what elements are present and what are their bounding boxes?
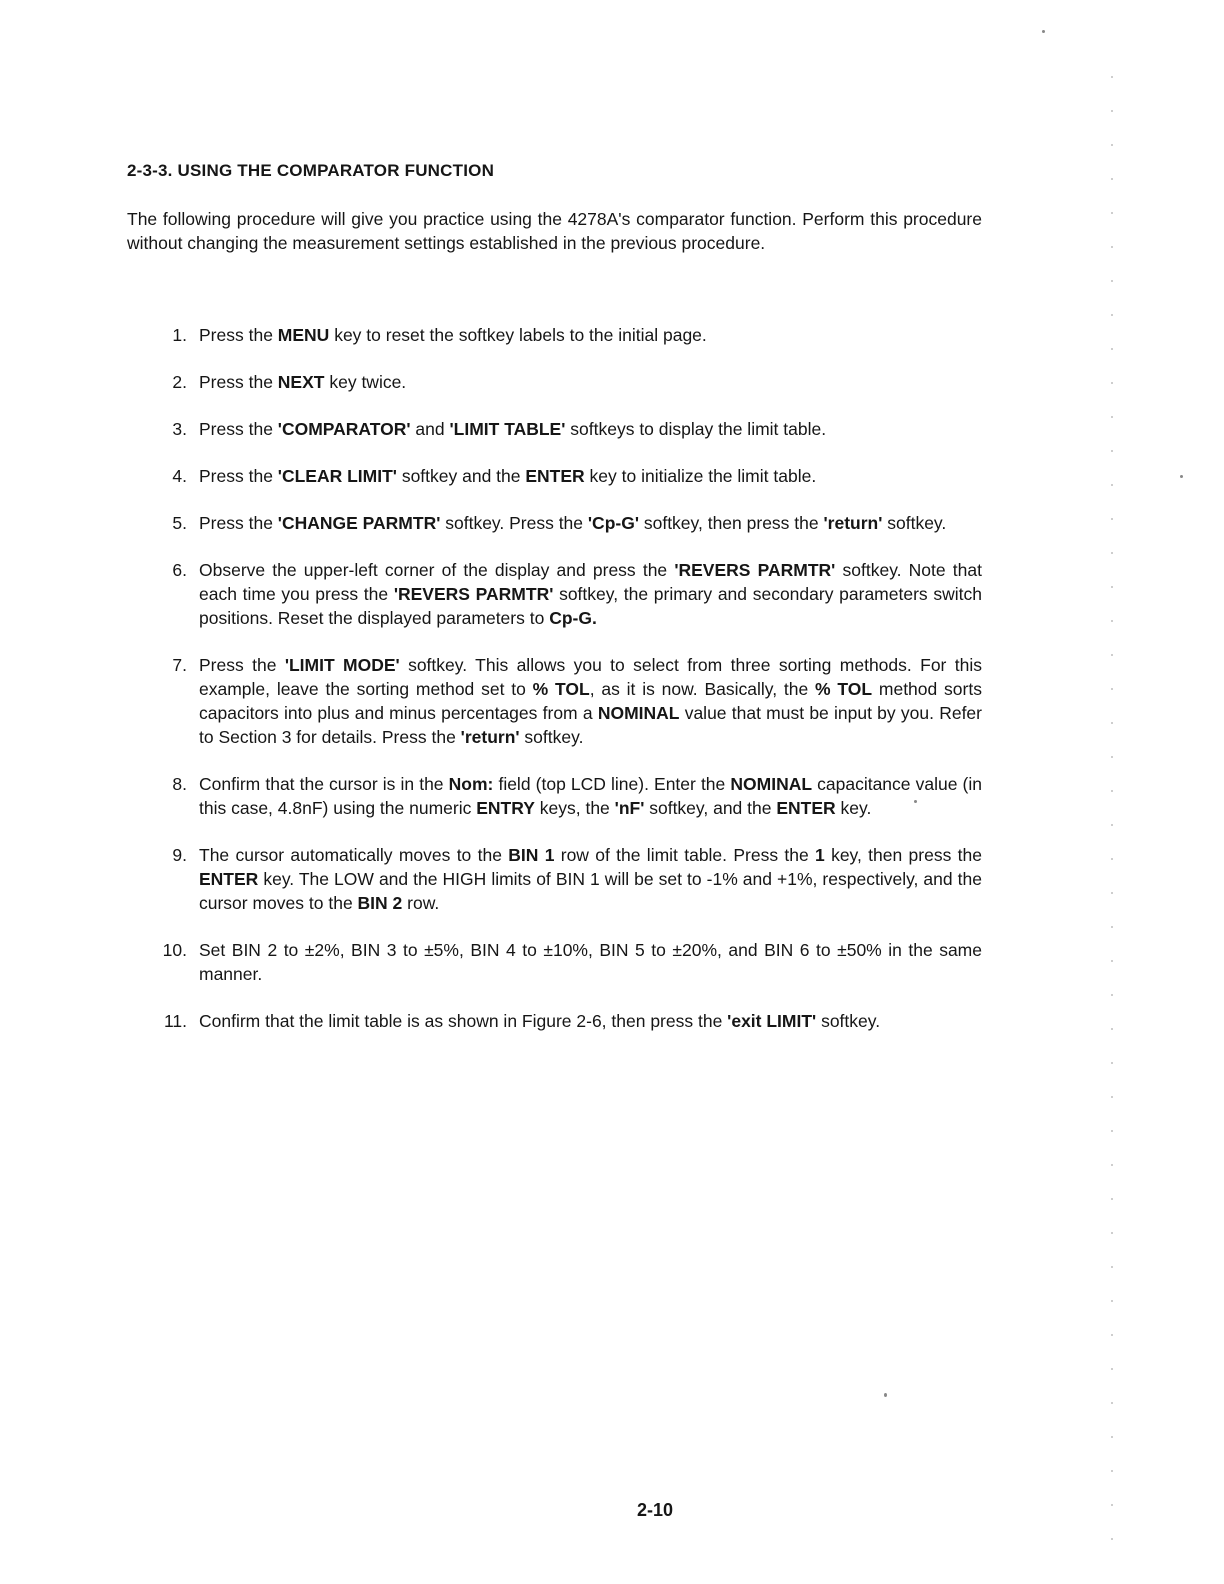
step-text-run: key, then press the bbox=[824, 845, 982, 865]
procedure-step bbox=[127, 653, 982, 749]
step-number: 4. bbox=[172, 466, 187, 486]
step-bold-term: 'LIMIT TABLE' bbox=[449, 419, 566, 439]
step-text-run: softkey. This allows you to select from three sorting methods. For this example, leave the sorting method set to bbox=[199, 655, 982, 699]
step-bold-term: NEXT bbox=[277, 372, 325, 392]
step-text bbox=[199, 466, 816, 486]
step-number: 6. bbox=[172, 560, 187, 580]
step-bold-term: ENTER bbox=[525, 466, 585, 486]
step-text-run: and bbox=[410, 419, 450, 439]
step-text-run: Press the bbox=[199, 372, 278, 392]
step-bold-term: 'return' bbox=[823, 513, 883, 533]
step-bold-term: % TOL bbox=[532, 679, 590, 699]
step-text-run: softkey. bbox=[519, 727, 584, 747]
step-bold-term: BIN 2 bbox=[357, 893, 403, 913]
step-text-run: Press the bbox=[199, 325, 278, 345]
step-number: 10. bbox=[162, 940, 187, 960]
step-text-run: key. bbox=[835, 798, 872, 818]
step-text-run: softkeys to display the limit table. bbox=[565, 419, 827, 439]
step-bold-term: 'REVERS PARMTR' bbox=[393, 584, 554, 604]
step-bold-term: 'return' bbox=[460, 727, 520, 747]
step-bold-term: % TOL bbox=[815, 679, 873, 699]
step-text bbox=[199, 325, 707, 345]
step-text-run: Press the bbox=[199, 466, 278, 486]
step-bold-term: MENU bbox=[277, 325, 330, 345]
scan-speck bbox=[884, 1393, 887, 1397]
step-bold-term: 'CLEAR LIMIT' bbox=[277, 466, 397, 486]
step-text bbox=[199, 560, 982, 628]
step-text-run: softkey, the primary and secondary parameters switch positions. Reset the displayed parameters to bbox=[199, 584, 982, 628]
step-text bbox=[199, 419, 826, 439]
step-text-run: value that must be input by you. Refer to Section 3 for details. Press the bbox=[199, 703, 982, 747]
intro-paragraph: The following procedure will give you practice using the 4278A's comparator function. Perform this procedure without changing the measurement settings established in the previous procedure. bbox=[127, 209, 982, 253]
step-number: 11. bbox=[163, 1011, 187, 1031]
step-number: 3. bbox=[172, 419, 187, 439]
procedure-step bbox=[127, 511, 982, 535]
step-text bbox=[199, 845, 982, 913]
step-text-run: Press the bbox=[199, 655, 285, 675]
procedure-step bbox=[127, 1009, 982, 1033]
step-text-run: softkey. bbox=[816, 1011, 881, 1031]
step-text-run: Press the bbox=[199, 419, 278, 439]
page-number: 2-10 bbox=[636, 1500, 674, 1520]
step-bold-term: 'Cp-G' bbox=[587, 513, 639, 533]
step-number: 7. bbox=[172, 655, 187, 675]
step-text bbox=[199, 655, 982, 747]
step-number: 8. bbox=[172, 774, 187, 794]
step-bold-term: 'CHANGE PARMTR' bbox=[277, 513, 441, 533]
procedure-step bbox=[127, 558, 982, 630]
step-bold-term: 'exit LIMIT' bbox=[727, 1011, 817, 1031]
step-text bbox=[199, 513, 946, 533]
scan-edge-speckle bbox=[1108, 60, 1116, 1540]
step-text-run: method sorts capacitors into plus and minus percentages from a bbox=[199, 679, 982, 723]
step-bold-term: 'LIMIT MODE' bbox=[284, 655, 400, 675]
step-bold-term: ENTER bbox=[776, 798, 836, 818]
step-text-run: Observe the upper-left corner of the display and press the bbox=[199, 560, 675, 580]
scan-speck bbox=[1042, 30, 1045, 33]
step-text-run: softkey. bbox=[882, 513, 947, 533]
step-bold-term: 'nF' bbox=[614, 798, 645, 818]
step-text bbox=[199, 372, 406, 392]
step-text-run: The cursor automatically moves to the bbox=[199, 845, 509, 865]
step-number: 5. bbox=[172, 513, 187, 533]
step-text bbox=[199, 774, 982, 818]
procedure-step bbox=[127, 370, 982, 394]
step-text-run: Confirm that the cursor is in the bbox=[199, 774, 449, 794]
step-text-run: key to initialize the limit table. bbox=[584, 466, 817, 486]
procedure-step bbox=[127, 843, 982, 915]
step-text-run: capacitance value (in this case, 4.8nF) using the numeric bbox=[199, 774, 982, 818]
step-bold-term: ENTRY bbox=[476, 798, 535, 818]
step-number: 9. bbox=[172, 845, 187, 865]
step-text-run: Confirm that the limit table is as shown in Figure 2-6, then press the bbox=[199, 1011, 728, 1031]
step-bold-term: BIN 1 bbox=[508, 845, 555, 865]
step-bold-term: 'COMPARATOR' bbox=[277, 419, 411, 439]
step-text bbox=[199, 1011, 880, 1031]
step-text-run: softkey. Press the bbox=[440, 513, 588, 533]
step-bold-term: NOMINAL bbox=[730, 774, 813, 794]
step-text-run: row of the limit table. Press the bbox=[554, 845, 816, 865]
procedure-step bbox=[127, 938, 982, 986]
step-text-run: row. bbox=[402, 893, 440, 913]
scan-speck bbox=[914, 800, 917, 803]
step-number: 1. bbox=[172, 325, 187, 345]
step-bold-term: 1 bbox=[815, 845, 825, 865]
step-text-run: , as it is now. Basically, the bbox=[589, 679, 816, 699]
step-text-run: key twice. bbox=[324, 372, 407, 392]
step-text-run: key to reset the softkey labels to the initial page. bbox=[329, 325, 707, 345]
step-text-run: Set BIN 2 to ±2%, BIN 3 to ±5%, BIN 4 to ±10%, BIN 5 to ±20%, and BIN 6 to ±50% in the same manner. bbox=[199, 940, 982, 984]
step-text-run: key. The LOW and the HIGH limits of BIN 1 will be set to -1% and +1%, respectively, and the cursor moves to the bbox=[199, 869, 982, 913]
step-text-run: softkey. Note that each time you press the bbox=[199, 560, 982, 604]
step-bold-term: 'REVERS PARMTR' bbox=[674, 560, 836, 580]
procedure-steps bbox=[127, 323, 982, 1056]
step-text-run: field (top LCD line). Enter the bbox=[493, 774, 731, 794]
scan-speck bbox=[1180, 475, 1183, 478]
step-number: 2. bbox=[172, 372, 187, 392]
step-bold-term: NOMINAL bbox=[597, 703, 680, 723]
procedure-step bbox=[127, 417, 982, 441]
step-text-run: softkey, and the bbox=[644, 798, 777, 818]
procedure-step bbox=[127, 464, 982, 488]
step-bold-term: ENTER bbox=[199, 869, 259, 889]
step-text-run: softkey, then press the bbox=[638, 513, 824, 533]
procedure-step bbox=[127, 323, 982, 347]
step-text bbox=[199, 940, 982, 984]
step-bold-term: Cp-G. bbox=[549, 608, 597, 628]
step-text-run: softkey and the bbox=[396, 466, 526, 486]
step-text-run: Press the bbox=[199, 513, 278, 533]
step-text-run: keys, the bbox=[534, 798, 615, 818]
procedure-step bbox=[127, 772, 982, 820]
section-heading: 2-3-3. USING THE COMPARATOR FUNCTION bbox=[127, 161, 495, 180]
step-bold-term: Nom: bbox=[448, 774, 494, 794]
